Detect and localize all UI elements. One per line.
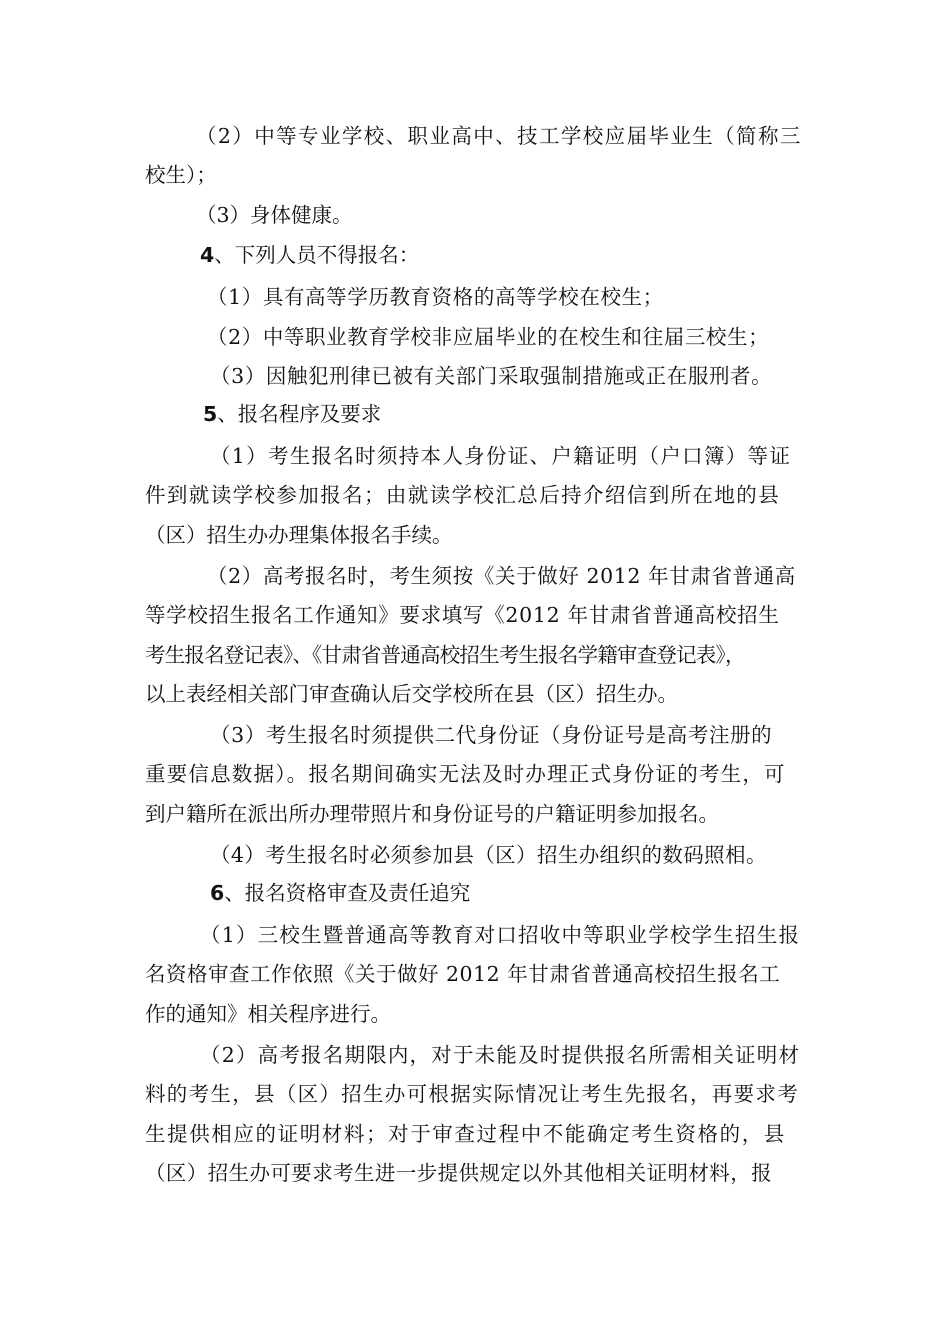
text-line: （1）具有高等学历教育资格的高等学校在校生； [207,285,664,309]
section-heading [203,401,381,427]
section-title: 、报名程序及要求 [217,402,382,426]
text-line: 到户籍所在派出所办理带照片和身份证号的户籍证明参加报名。 [145,802,719,826]
section-heading [210,880,470,906]
section-title: 、报名资格审查及责任追究 [224,881,471,905]
text-line: （区）招生办可要求考生进一步提供规定以外其他相关证明材料，报 [145,1161,772,1185]
text-line: 名资格审查工作依照《关于做好 2012 年甘肃省普通高校招生报名工 [145,962,781,986]
text-line: （2）高考报名时，考生须按《关于做好 2012 年甘肃省普通高 [207,564,796,588]
text-line: （3）因触犯刑律已被有关部门采取强制措施或正在服刑者。 [210,364,773,388]
text-line: 以上表经相关部门审查确认后交学校所在县（区）招生办。 [145,682,678,706]
text-line: 等学校招生报名工作通知》要求填写《2012 年甘肃省普通高校招生 [145,603,780,627]
text-line: （1）考生报名时须持本人身份证、户籍证明（户口簿）等证 [210,444,792,468]
section-number: 6 [210,881,225,905]
text-line: 考生报名登记表》、《甘肃省普通高校招生考生报名学籍审查登记表》， [145,643,745,667]
text-line: 件到就读学校参加报名；由就读学校汇总后持介绍信到所在地的县 [145,483,781,507]
section-title: 、下列人员不得报名： [214,243,420,267]
section-heading [200,242,419,268]
text-line: （3）身体健康。 [196,203,353,227]
text-line: 料的考生，县（区）招生办可根据实际情况让考生先报名，再要求考 [145,1082,799,1106]
text-line: （2）中等职业教育学校非应届毕业的在校生和往届三校生； [207,325,770,349]
text-line: （2）中等专业学校、职业高中、技工学校应届毕业生（简称三 [196,124,802,148]
text-line: 重要信息数据）。报名期间确实无法及时办理正式身份证的考生，可 [145,762,786,786]
text-line: （2）高考报名期限内，对于未能及时提供报名所需相关证明材 [200,1043,801,1067]
text-line: 校生）； [145,163,217,187]
text-line: （1）三校生暨普通高等教育对口招收中等职业学校学生招生报 [200,923,801,947]
text-line: 生提供相应的证明材料；对于审查过程中不能确定考生资格的，县 [145,1122,786,1146]
text-line: （3）考生报名时须提供二代身份证（身份证号是高考注册的 [210,723,773,747]
text-line: 作的通知》相关程序进行。 [145,1002,391,1026]
section-number: 5 [203,402,218,426]
section-number: 4 [200,243,215,267]
text-line: （4）考生报名时必须参加县（区）招生办组织的数码照相。 [210,843,767,867]
text-line: （区）招生办办理集体报名手续。 [145,523,453,547]
